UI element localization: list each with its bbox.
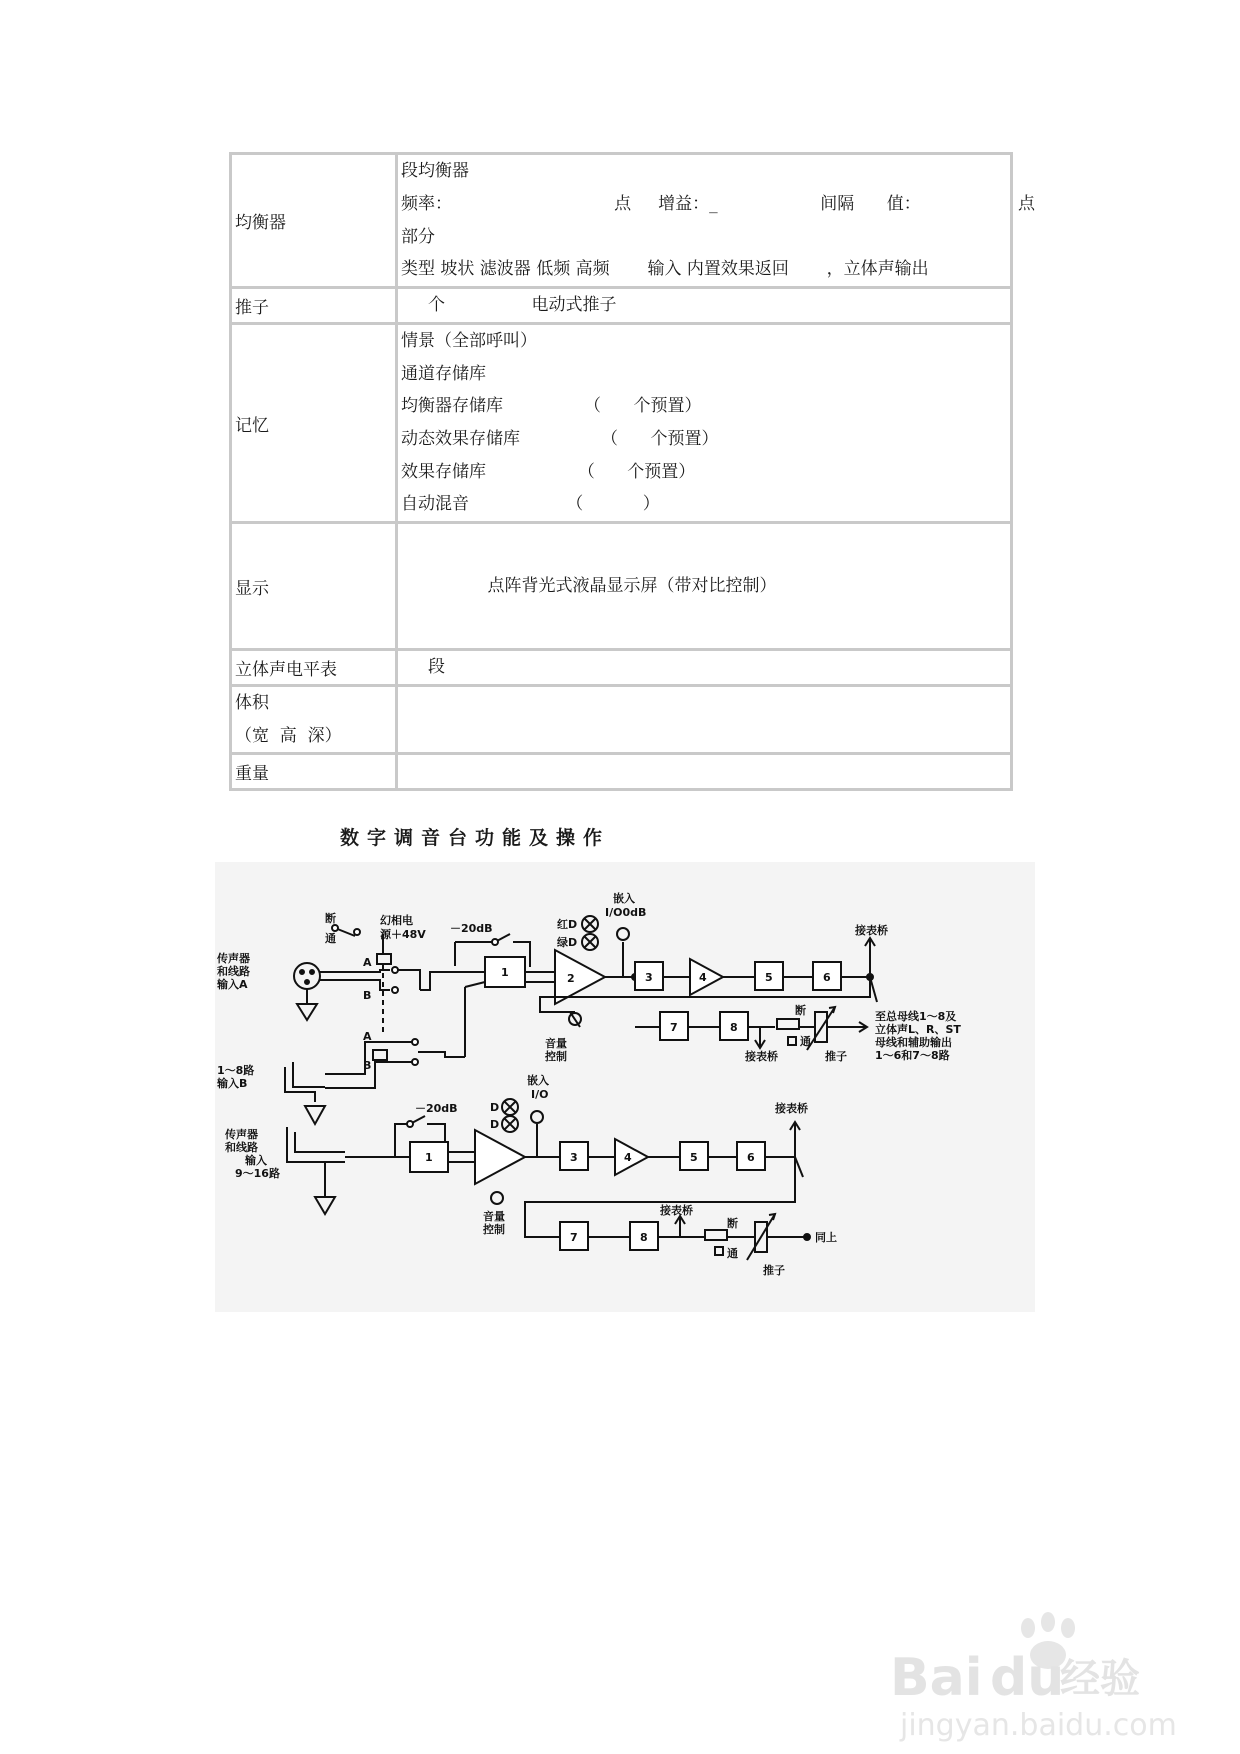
block-6-label: 6 xyxy=(823,971,831,984)
mic-input-label: 9～16路 xyxy=(235,1167,280,1180)
on-label: 通 xyxy=(325,932,336,945)
row-label: 均衡器 xyxy=(231,154,397,288)
cell-line: 类型 坡状 滤波器 低频 高频 输入 内置效果返回 ，立体声输出 xyxy=(401,259,929,280)
cell-line xyxy=(398,703,1010,736)
line-input-label: 输入B xyxy=(217,1077,248,1090)
cell-line: 频率： 点 增益：_ 间隔 值： 点 xyxy=(401,193,1035,214)
mic-input-label: 和线路 xyxy=(217,965,250,978)
block-5-label: 5 xyxy=(765,971,773,984)
io-label: I/O xyxy=(531,1088,549,1101)
block-8-label: 8 xyxy=(640,1231,648,1244)
mic-input-label: 输入 xyxy=(245,1154,267,1167)
volume-label: 控制 xyxy=(545,1050,567,1063)
row-label: 重量 xyxy=(231,754,397,790)
b-label: B xyxy=(363,1059,372,1072)
bridge-label: 接表桥 xyxy=(775,1102,808,1115)
mic-input-label: 传声器 xyxy=(217,952,250,965)
row-content xyxy=(397,324,1012,523)
block-6-label: 6 xyxy=(747,1151,755,1164)
a-label: A xyxy=(363,956,372,969)
row-label: 记忆 xyxy=(231,324,397,523)
cell-line: 均衡器存储库 （ 个预置） xyxy=(401,396,702,417)
table-row xyxy=(231,523,1012,650)
red-led-label: 红D xyxy=(557,918,578,931)
baidu-jingyan-watermark xyxy=(880,1600,1180,1750)
volume-label: 控制 xyxy=(483,1223,505,1236)
table-row xyxy=(231,154,1012,288)
volume-label: 音量 xyxy=(545,1037,567,1050)
cell-line: 段 xyxy=(401,657,446,678)
a-label: A xyxy=(363,1030,372,1043)
row-content xyxy=(397,523,1012,650)
cell-line: 部分 xyxy=(401,226,435,247)
row-content xyxy=(397,650,1012,686)
row-content xyxy=(397,288,1012,324)
row-label: 显示 xyxy=(231,523,397,650)
phantom-label: 源＋48V xyxy=(380,928,426,941)
mic-input-label: 传声器 xyxy=(225,1128,258,1141)
bridge-label: 接表桥 xyxy=(660,1204,693,1217)
fader-label: 推子 xyxy=(825,1050,847,1063)
green-led-label: 绿D xyxy=(557,936,578,949)
block-7-label: 7 xyxy=(670,1021,678,1034)
cell-line: 段均衡器 xyxy=(401,161,469,182)
cell-line: 情景（全部呼叫） xyxy=(401,331,537,352)
spec-table xyxy=(229,152,1035,791)
block-1-label: 1 xyxy=(425,1151,433,1164)
pad-label: －20dB xyxy=(415,1102,458,1115)
table-row xyxy=(231,324,1012,523)
watermark-label: 经验 xyxy=(1060,1656,1140,1702)
cell-line: 个 电动式推子 xyxy=(401,295,617,316)
output-label: 1～6和7～8路 xyxy=(875,1049,950,1062)
cell-line xyxy=(398,755,1010,788)
block-4-label: 4 xyxy=(624,1151,632,1164)
block-3-label: 3 xyxy=(645,971,653,984)
section-title: 数字调音台功能及操作 xyxy=(340,827,611,849)
b-label: B xyxy=(363,989,372,1002)
watermark-brand: du xyxy=(990,1648,1065,1708)
volume-label: 音量 xyxy=(483,1210,505,1223)
table-row xyxy=(231,754,1012,790)
cell-line: 通道存储库 xyxy=(401,363,486,384)
table-row xyxy=(231,686,1012,754)
block-5-label: 5 xyxy=(690,1151,698,1164)
insert-label: 嵌入 xyxy=(613,892,635,905)
off-label: 断 xyxy=(727,1217,738,1230)
table-row xyxy=(231,650,1012,686)
row-content xyxy=(397,754,1012,790)
row-content xyxy=(397,154,1035,288)
block-1-label: 1 xyxy=(501,966,509,979)
mic-input-label: 和线路 xyxy=(225,1141,258,1154)
fader-label: 推子 xyxy=(763,1264,785,1277)
io-label: I/O0dB xyxy=(605,906,647,919)
watermark-url: jingyan.baidu.com xyxy=(900,1708,1177,1743)
cell-line: 自动混音 （ ） xyxy=(401,494,660,515)
line-input-label: 1～8路 xyxy=(217,1064,255,1077)
block-7-label: 7 xyxy=(570,1231,578,1244)
same-label: 同上 xyxy=(815,1231,837,1244)
on-label: 通 xyxy=(727,1247,738,1260)
block-3-label: 3 xyxy=(570,1151,578,1164)
insert-label: 嵌入 xyxy=(527,1074,549,1087)
output-label: 立体声L、R、ST xyxy=(875,1023,961,1036)
bridge-label: 接表桥 xyxy=(745,1050,778,1063)
table-row xyxy=(231,288,1012,324)
off-label: 断 xyxy=(795,1004,806,1017)
watermark-brand: Bai xyxy=(890,1648,983,1708)
off-label: 断 xyxy=(325,912,336,925)
label-line: （宽 高 深） xyxy=(235,725,342,746)
label-line: 体积 xyxy=(235,693,269,713)
output-label: 至总母线1～8及 xyxy=(875,1010,957,1023)
cell-line: 点阵背光式液晶显示屏（带对比控制） xyxy=(401,575,777,596)
row-label: 立体声电平表 xyxy=(231,650,397,686)
bridge-label: 接表桥 xyxy=(855,924,888,937)
led-label: D xyxy=(490,1101,500,1114)
mixer-block-diagram xyxy=(215,862,1035,1312)
led-label: D xyxy=(490,1118,500,1131)
block-4-label: 4 xyxy=(699,971,707,984)
row-label: 推子 xyxy=(231,288,397,324)
pad-label: －20dB xyxy=(450,922,493,935)
output-label: 母线和辅助输出 xyxy=(875,1036,952,1049)
on-label: 通 xyxy=(800,1035,811,1048)
mic-input-label: 输入A xyxy=(217,978,248,991)
cell-line: 效果存储库 （ 个预置） xyxy=(401,461,696,482)
row-content xyxy=(397,686,1012,754)
phantom-label: 幻相电 xyxy=(380,914,413,927)
block-2-label: 2 xyxy=(567,972,575,985)
cell-line: 动态效果存储库 （ 个预置） xyxy=(401,429,719,449)
block-8-label: 8 xyxy=(730,1021,738,1034)
row-label xyxy=(231,686,397,754)
